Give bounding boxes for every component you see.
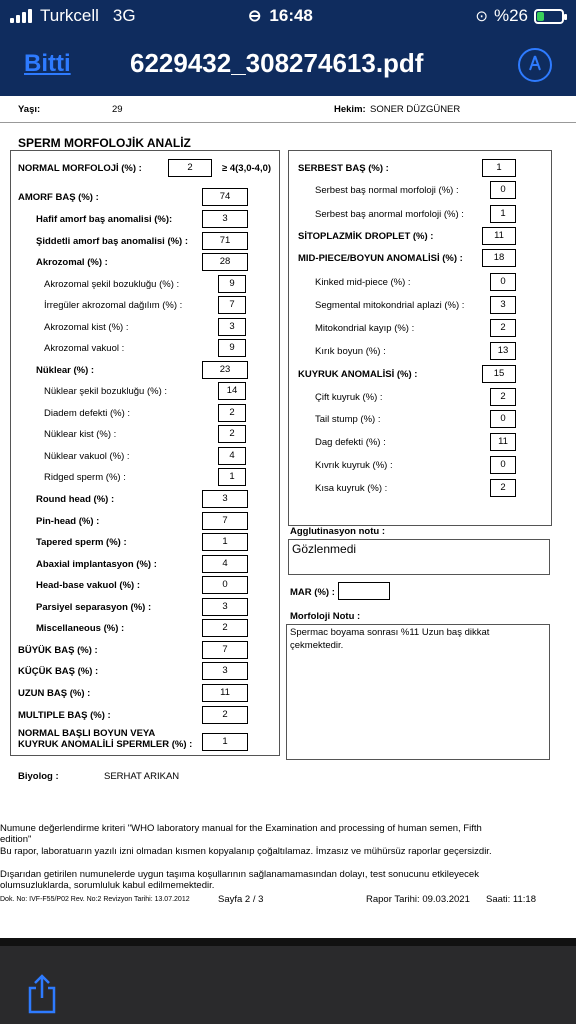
agglut-value: Gözlenmedi bbox=[288, 539, 550, 575]
status-right bbox=[475, 6, 564, 26]
bottom-toolbar bbox=[0, 938, 576, 1024]
left-row-value: 9 bbox=[218, 339, 246, 357]
right-row-value: 2 bbox=[490, 319, 516, 337]
morph-note-line-2: çekmektedir. bbox=[290, 640, 344, 651]
right-row-value: 2 bbox=[490, 388, 516, 406]
left-row-value: 1 bbox=[218, 468, 246, 486]
battery-percent: %26 bbox=[493, 6, 528, 25]
right-row-value: 2 bbox=[490, 479, 516, 497]
left-row-value: 23 bbox=[202, 361, 248, 379]
biologist-name: SERHAT ARIKAN bbox=[104, 771, 180, 782]
right-row-value: 11 bbox=[482, 227, 516, 245]
left-row-value: 2 bbox=[218, 425, 246, 443]
left-row-label: Hafif amorf baş anomalisi (%): bbox=[36, 214, 173, 225]
divider bbox=[0, 122, 576, 123]
right-row-label: Kıvrık kuyruk (%) : bbox=[315, 460, 393, 471]
left-row-label: Nüklear vakuol (%) : bbox=[44, 451, 130, 462]
left-row-value: 2 bbox=[202, 619, 248, 637]
left-row-value: 3 bbox=[202, 210, 248, 228]
markup-button[interactable] bbox=[518, 48, 552, 82]
pdf-page bbox=[0, 96, 576, 938]
left-row-value: 4 bbox=[218, 447, 246, 465]
left-row-label: UZUN BAŞ (%) : bbox=[18, 688, 91, 699]
normal-morph-value: 2 bbox=[168, 159, 212, 177]
left-row-label: İrregüler akrozomal dağılım (%) : bbox=[44, 300, 183, 311]
left-row-label: AMORF BAŞ (%) : bbox=[18, 192, 99, 203]
left-row-value: 0 bbox=[202, 576, 248, 594]
left-row-label: KÜÇÜK BAŞ (%) : bbox=[18, 666, 99, 677]
doc-number: Dok. No: IVF-F55/P02 Rev. No:2 Revizyon Tarihi: 13.07.2012 bbox=[0, 896, 190, 903]
mar-value bbox=[338, 582, 390, 600]
footer-line-5: olumsuzluklarda, sorumluluk kabul edilmemektedir. bbox=[0, 880, 215, 891]
status-left bbox=[10, 6, 136, 26]
long-label-2: KUYRUK ANOMALİLİ SPERMLER (%) : bbox=[18, 739, 193, 750]
report-date: Rapor Tarihi: 09.03.2021 bbox=[366, 894, 470, 905]
right-row-label: Kısa kuyruk (%) : bbox=[315, 483, 388, 494]
right-row-value: 18 bbox=[482, 249, 516, 267]
orientation-lock-icon: ⊙ bbox=[475, 8, 488, 25]
left-row-label: Miscellaneous (%) : bbox=[36, 623, 125, 634]
left-row-value: 7 bbox=[218, 296, 246, 314]
right-row-label: KUYRUK ANOMALİSİ (%) : bbox=[298, 369, 418, 380]
footer-line-3: Bu rapor, laboratuarın yazılı izni olmadan kısmen kopyalanıp çoğaltılamaz. İmzasız ve mühürsüz raporlar geçersizdir. bbox=[0, 846, 492, 857]
right-row-value: 13 bbox=[490, 342, 516, 360]
left-row-label: Akrozomal (%) : bbox=[36, 257, 108, 268]
left-row-value: 2 bbox=[202, 706, 248, 724]
report-time: Saati: 11:18 bbox=[486, 894, 537, 905]
right-row-label: Çift kuyruk (%) : bbox=[315, 392, 383, 403]
right-row-label: Serbest baş normal morfoloji (%) : bbox=[315, 185, 459, 196]
age-label: Yaşı: bbox=[18, 104, 41, 115]
right-row-value: 1 bbox=[490, 205, 516, 223]
right-row-label: Segmental mitokondrial aplazi (%) : bbox=[315, 300, 465, 311]
left-row-label: Round head (%) : bbox=[36, 494, 115, 505]
morph-note-box bbox=[286, 624, 550, 760]
left-row-label: Şiddetli amorf baş anomalisi (%) : bbox=[36, 236, 189, 247]
right-row-label: SİTOPLAZMİK DROPLET (%) : bbox=[298, 231, 434, 242]
done-button[interactable]: Bitti bbox=[24, 50, 71, 77]
right-row-value: 11 bbox=[490, 433, 516, 451]
left-row-value: 3 bbox=[218, 318, 246, 336]
status-time: 16:48 bbox=[269, 6, 313, 25]
right-row-label: Serbest baş anormal morfoloji (%) : bbox=[315, 209, 464, 220]
age-value: 29 bbox=[112, 104, 123, 115]
right-row-label: Kinked mid-piece (%) : bbox=[315, 277, 411, 288]
left-row-value: 3 bbox=[202, 662, 248, 680]
right-row-value: 0 bbox=[490, 273, 516, 291]
long-value: 1 bbox=[202, 733, 248, 751]
left-row-label: Akrozomal şekil bozukluğu (%) : bbox=[44, 279, 180, 290]
left-row-label: Akrozomal vakuol : bbox=[44, 343, 125, 354]
left-row-value: 2 bbox=[218, 404, 246, 422]
link-icon: ⊖ bbox=[248, 8, 262, 25]
left-row-label: Diadem defekti (%) : bbox=[44, 408, 131, 419]
left-row-label: Akrozomal kist (%) : bbox=[44, 322, 129, 333]
morph-note-line-1: Spermac boyama sonrası %11 Uzun baş dikkat bbox=[290, 627, 490, 638]
footer-line-2: edition" bbox=[0, 834, 32, 845]
nav-bar bbox=[0, 34, 576, 96]
carrier-name: Turkcell bbox=[40, 6, 99, 25]
right-row-value: 15 bbox=[482, 365, 516, 383]
left-row-label: Head-base vakuol (%) : bbox=[36, 580, 140, 591]
normal-morph-label: NORMAL MORFOLOJİ (%) : bbox=[18, 163, 142, 174]
right-row-value: 1 bbox=[482, 159, 516, 177]
left-row-value: 3 bbox=[202, 490, 248, 508]
left-row-label: Tapered sperm (%) : bbox=[36, 537, 127, 548]
status-bar bbox=[0, 0, 576, 34]
right-row-label: Kırık boyun (%) : bbox=[315, 346, 386, 357]
right-row-label: Dag defekti (%) : bbox=[315, 437, 386, 448]
footer-line-4: Dışarıdan getirilen numunelerde uygun taşıma koşullarının sağlanamamasından dolayı, test sonucunu etkileyecek bbox=[0, 869, 479, 880]
right-row-label: SERBEST BAŞ (%) : bbox=[298, 163, 389, 174]
long-label-1: NORMAL BAŞLI BOYUN VEYA bbox=[18, 728, 156, 739]
left-row-value: 7 bbox=[202, 641, 248, 659]
left-row-value: 3 bbox=[202, 598, 248, 616]
signal-icon bbox=[10, 9, 32, 23]
left-row-value: 7 bbox=[202, 512, 248, 530]
morph-note-label: Morfoloji Notu : bbox=[290, 611, 361, 622]
pen-icon bbox=[520, 50, 550, 80]
page-number: Sayfa 2 / 3 bbox=[218, 894, 264, 905]
right-row-value: 0 bbox=[490, 410, 516, 428]
left-row-value: 71 bbox=[202, 232, 248, 250]
share-button[interactable] bbox=[26, 974, 58, 1014]
left-row-label: Nüklear şekil bozukluğu (%) : bbox=[44, 386, 168, 397]
right-row-label: Tail stump (%) : bbox=[315, 414, 381, 425]
left-row-label: Ridged sperm (%) : bbox=[44, 472, 126, 483]
normal-morph-ref: ≥ 4(3,0-4,0) bbox=[222, 163, 272, 174]
left-row-value: 9 bbox=[218, 275, 246, 293]
left-row-label: Nüklear kist (%) : bbox=[44, 429, 117, 440]
share-icon bbox=[26, 974, 58, 1014]
doctor-label: Hekim: bbox=[334, 104, 366, 115]
left-row-label: Abaxial implantasyon (%) : bbox=[36, 559, 157, 570]
footer-line-1: Numune değerlendirme kriteri "WHO laboratory manual for the Examination and processing of human semen, Fifth bbox=[0, 823, 482, 834]
right-row-label: Mitokondrial kayıp (%) : bbox=[315, 323, 415, 334]
left-row-value: 4 bbox=[202, 555, 248, 573]
section-title: SPERM MORFOLOJİK ANALİZ bbox=[18, 136, 191, 150]
left-row-label: Pin-head (%) : bbox=[36, 516, 100, 527]
mar-label: MAR (%) : bbox=[290, 587, 335, 598]
biologist-label: Biyolog : bbox=[18, 771, 59, 782]
doctor-value: SONER DÜZGÜNER bbox=[370, 104, 461, 115]
left-row-value: 74 bbox=[202, 188, 248, 206]
battery-icon bbox=[534, 9, 564, 24]
left-row-value: 1 bbox=[202, 533, 248, 551]
left-row-value: 28 bbox=[202, 253, 248, 271]
agglut-label: Agglutinasyon notu : bbox=[290, 526, 385, 537]
left-row-label: Parsiyel separasyon (%) : bbox=[36, 602, 152, 613]
status-center bbox=[248, 6, 313, 26]
battery-fill bbox=[537, 12, 544, 21]
left-row-value: 11 bbox=[202, 684, 248, 702]
left-row-label: Nüklear (%) : bbox=[36, 365, 95, 376]
right-row-value: 0 bbox=[490, 181, 516, 199]
left-row-label: MULTIPLE BAŞ (%) : bbox=[18, 710, 111, 721]
left-row-label: BÜYÜK BAŞ (%) : bbox=[18, 645, 98, 656]
right-row-value: 0 bbox=[490, 456, 516, 474]
right-row-label: MID-PIECE/BOYUN ANOMALİSİ (%) : bbox=[298, 253, 463, 264]
document-title: 6229432_308274613.pdf bbox=[130, 48, 424, 78]
left-row-value: 14 bbox=[218, 382, 246, 400]
right-row-value: 3 bbox=[490, 296, 516, 314]
network-type: 3G bbox=[112, 6, 136, 25]
